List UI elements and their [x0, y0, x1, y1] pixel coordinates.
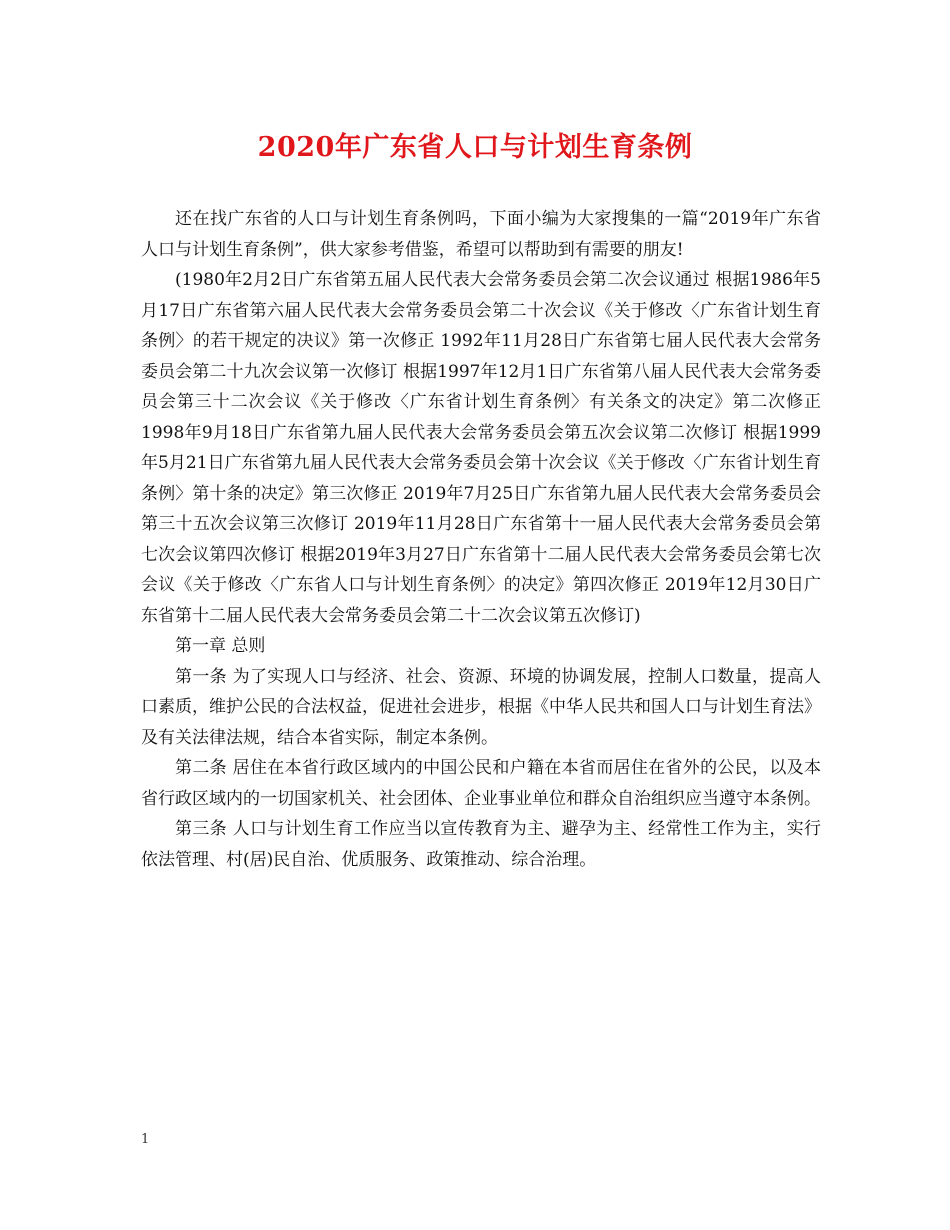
article-1-paragraph: 第一条 为了实现人口与经济、社会、资源、环境的协调发展，控制人口数量，提高人口素质，维护公民的合法权益，促进社会进步，根据《中华人民共和国人口与计划生育法》及有关法律法规，结合本省实际，制定本条例。 — [141, 666, 821, 748]
chapter-heading: 第一章 总则 — [175, 636, 266, 656]
intro-paragraph: 还在找广东省的人口与计划生育条例吗，下面小编为大家搜集的一篇“2019年广东省人口与计划生育条例”，供大家参考借鉴，希望可以帮助到有需要的朋友! — [141, 209, 821, 260]
article-2-paragraph: 第二条 居住在本省行政区域内的中国公民和户籍在本省而居住在省外的公民，以及本省行政区域内的一切国家机关、社会团体、企业事业单位和群众自治组织应当遵守本条例。 — [141, 758, 821, 809]
page-number: 1 — [141, 1132, 150, 1147]
revision-history-paragraph: (1980年2月2日广东省第五届人民代表大会常务委员会第二次会议通过 根据1986年5月17日广东省第六届人民代表大会常务委员会第二十次会议《关于修改〈广东省计划生育条例〉的若干规定的决议》第一次修正 1992年11月28日广东省第七届人民代表大会常务委员会第二十九次会议第一次修订 根据1997年12月1日广东省第八届人民代表大会常务委员会第三十二次会议《关于修改〈广东省计划生育条例〉有关条文的决定》第二次修正 1998年9月18日广东省第九届人民代表大会常务委员会第五次会议第二次修订 根据1999年5月21日广东省第九届人民代表大会常务委员会第十次会议《关于修改〈广东省计划生育条例〉第十条的决定》第三次修正 2019年7月25日广东省第九届人民代表大会常务委员会第三十五次会议第三次修订 2019年11月28日广东省第十一届人民代表大会常务委员会第七次会议第四次修订 根据2019年3月27日广东省第十二届人民代表大会常务委员会第七次会议《关于修改〈广东省人口与计划生育条例〉的决定》第四次修正 2019年12月30日广东省第十二届人民代表大会常务委员会第二十二次会议第五次修订) — [141, 270, 821, 626]
article-3-paragraph: 第三条 人口与计划生育工作应当以宣传教育为主、避孕为主、经常性工作为主，实行依法管理、村(居)民自治、优质服务、政策推动、综合治理。 — [141, 819, 821, 870]
document-body — [141, 204, 821, 875]
document-title: 2020年广东省人口与计划生育条例 — [257, 132, 693, 163]
